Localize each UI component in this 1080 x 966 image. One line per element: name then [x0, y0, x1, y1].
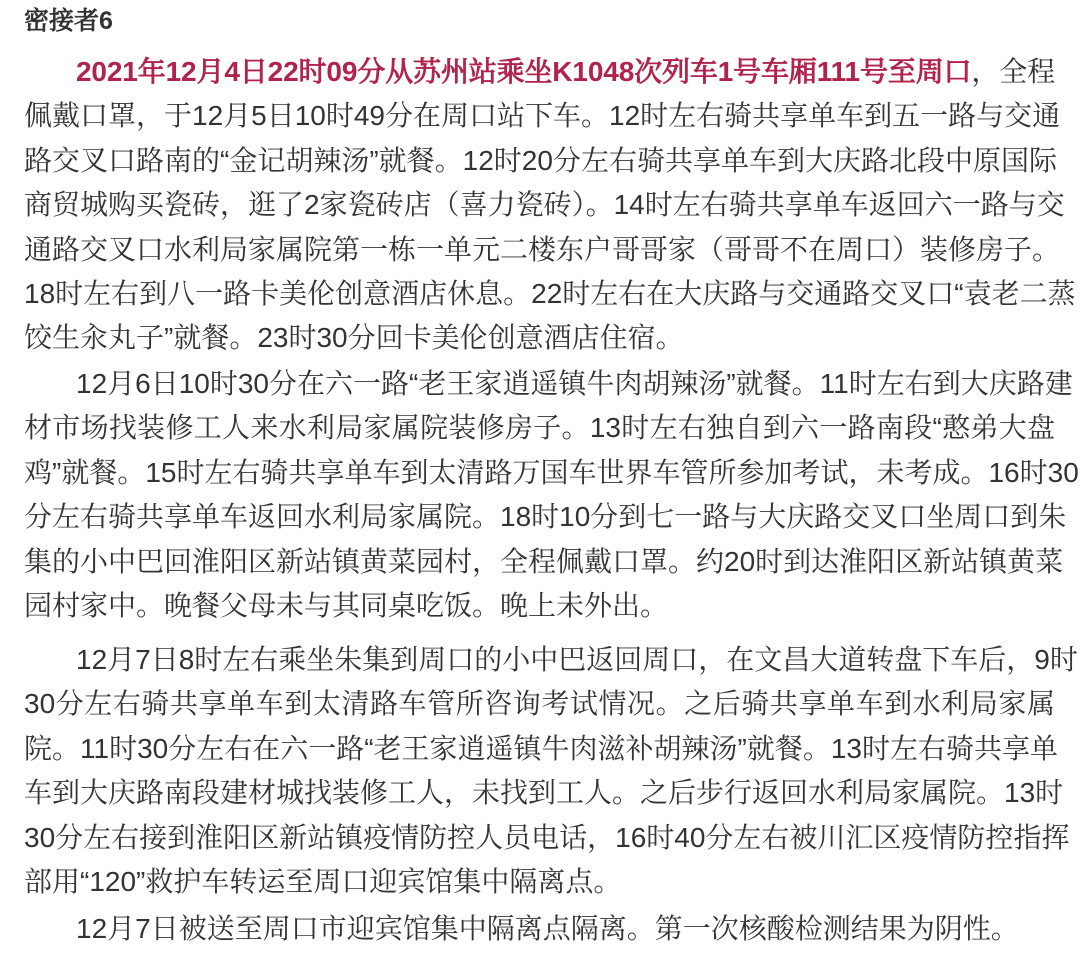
text-line: [24, 50, 1055, 94]
line-text: 集的小中巴回淮阳区新站镇黄菜园村，全程佩戴口罩。约20时到达淮阳区新站镇黄菜: [24, 545, 1064, 577]
paragraph-dec-6: [24, 362, 1079, 628]
text-line: [24, 860, 1055, 904]
line-text: 通路交叉口水利局家属院第一栋一单元二楼东户哥哥家（哥哥不在周口）装修房子。: [24, 233, 1061, 265]
paragraph-dec-4-5: [24, 50, 1076, 361]
paragraph-dec-7: [24, 638, 1078, 904]
text-line: [24, 771, 1064, 815]
line-text: 院。11时30分左右在六一路“老王家逍遥镇牛肉滋补胡辣汤”就餐。13时左右骑共享单: [24, 732, 1059, 764]
text-line: [24, 584, 1055, 628]
line-text: 部用“120”救护车转运至周口迎宾馆集中隔离点。: [24, 865, 622, 897]
text-line: [24, 94, 1061, 138]
line-text: 30分左右骑共享单车到太清路车管所咨询考试情况。之后骑共享单车到水利局家属: [24, 688, 1055, 720]
text-line: [24, 228, 1061, 272]
line-text: 分左右骑共享单车返回水利局家属院。18时10分到七一路与大庆路交叉口坐周口到朱: [24, 501, 1067, 533]
text-line: [24, 816, 1070, 860]
text-line: [24, 451, 1079, 495]
text-line: [24, 316, 1055, 360]
text-line: [24, 682, 1055, 726]
line-text: 12月7日被送至周口市迎宾馆集中隔离点隔离。第一次核酸检测结果为阴性。: [76, 913, 1019, 944]
line-text: 12月6日10时30分在六一路“老王家逍遥镇牛肉胡辣汤”就餐。11时左右到大庆路建: [76, 368, 1073, 399]
text-line: [24, 406, 1055, 450]
text-line: [24, 727, 1059, 771]
text-line: [24, 272, 1076, 316]
line-text: 路交叉口路南的“金记胡辣汤”就餐。12时20分左右骑共享单车到大庆路北段中原国际: [24, 144, 1057, 176]
text-line: [24, 638, 1078, 682]
text-line: [24, 907, 1055, 951]
line-text: 佩戴口罩，于12月5日10时49分在周口站下车。12时左右骑共享单车到五一路与交通: [24, 100, 1061, 132]
text-line: [24, 139, 1055, 183]
line-text: 饺生汆丸子”就餐。23时30分回卡美伦创意酒店住宿。: [24, 322, 684, 354]
paragraph-quarantine: [24, 907, 1055, 951]
text-line: [24, 540, 1064, 584]
text-line: [24, 183, 1065, 227]
line-text: 车到大庆路南段建材城找装修工人，未找到工人。之后步行返回水利局家属院。13时: [24, 777, 1064, 809]
line-text: 园村家中。晚餐父母未与其同桌吃饭。晚上未外出。: [24, 589, 669, 621]
line-text: 鸡”就餐。15时左右骑共享单车到太清路万国车世界车管所参加考试，未考成。16时30: [24, 456, 1079, 488]
line-text: 30分左右接到淮阳区新站镇疫情防控人员电话，16时40分左右被川汇区疫情防控指挥: [24, 821, 1070, 853]
text-line: [24, 362, 1073, 406]
line-text: ，全程: [971, 56, 1056, 87]
highlighted-travel-info: 2021年12月4日22时09分从苏州站乘坐K1048次列车1号车厢111号至周口: [76, 56, 972, 87]
line-text: 18时左右到八一路卡美伦创意酒店休息。22时左右在大庆路与交通路交叉口“袁老二蒸: [24, 277, 1076, 309]
text-line: [24, 495, 1067, 539]
line-text: 材市场找装修工人来水利局家属院装修房子。13时左右独自到六一路南段“憨弟大盘: [24, 412, 1055, 444]
line-text: 商贸城购买瓷砖，逛了2家瓷砖店（喜力瓷砖）。14时左右骑共享单车返回六一路与交: [24, 189, 1065, 221]
line-text: 12月7日8时左右乘坐朱集到周口的小中巴返回周口，在文昌大道转盘下车后，9时: [76, 644, 1078, 675]
document-title: 密接者6: [24, 7, 113, 35]
